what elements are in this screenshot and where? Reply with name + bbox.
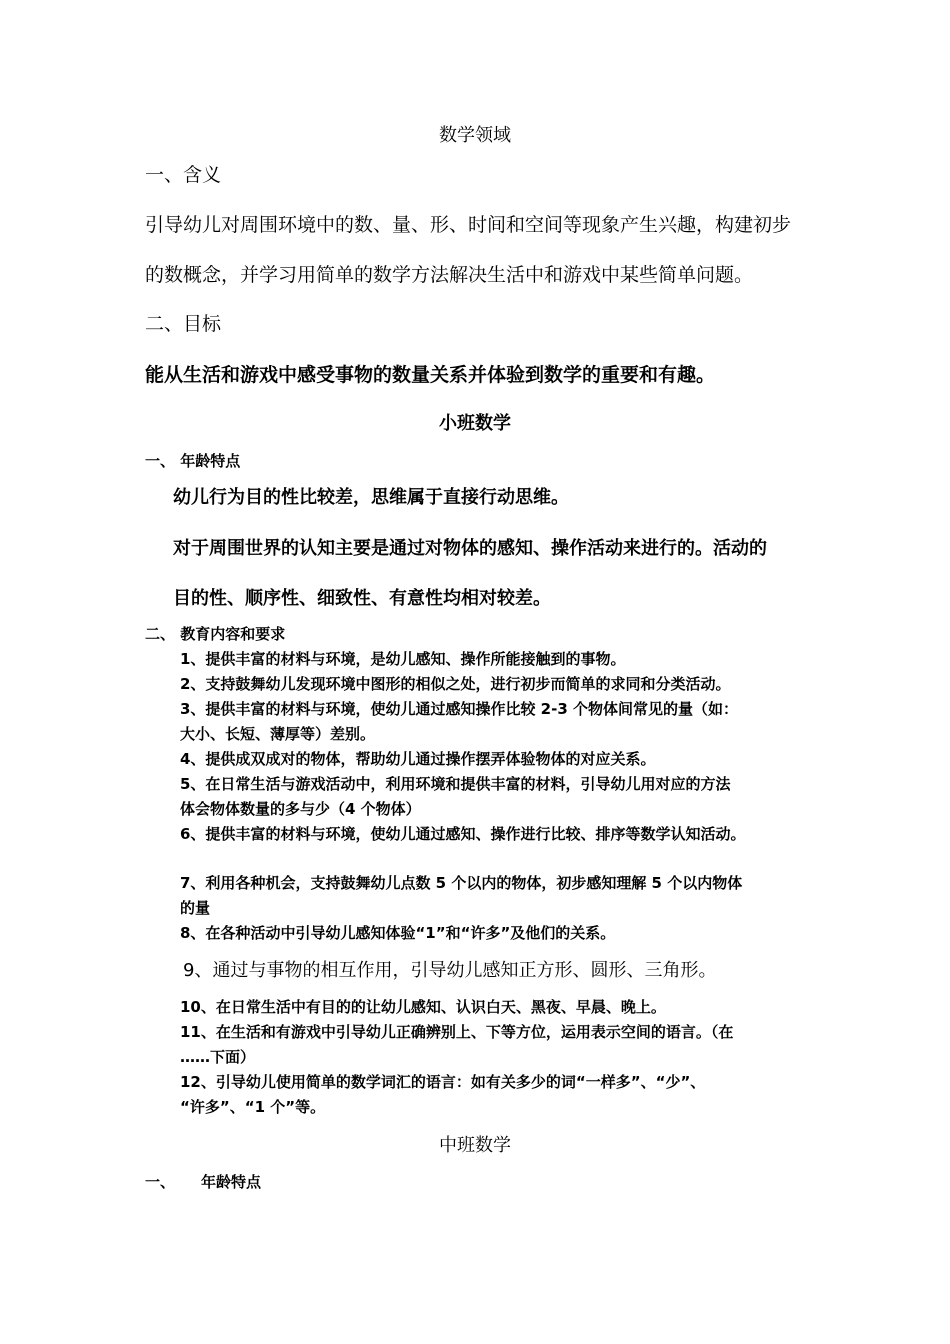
- middle-class-title: 中班数学: [439, 1135, 511, 1156]
- requirement-item: 10、在日常生活中有目的的让幼儿感知、认识白天、黑夜、早晨、晚上。: [180, 998, 666, 1016]
- meaning-paragraph-line-2: 的数概念，并学习用简单的数学方法解决生活中和游戏中某些简单问题。: [145, 264, 754, 286]
- requirement-item: 7、利用各种机会，支持鼓舞幼儿点数 5 个以内的物体，初步感知理解 5 个以内物体: [180, 874, 743, 892]
- requirement-item-continued: 体会物体数量的多与少（4 个物体）: [180, 800, 421, 818]
- small-class-education-heading: 二、 教育内容和要求: [145, 625, 286, 643]
- requirement-item: 9、通过与事物的相互作用，引导幼儿感知正方形、圆形、三角形。: [183, 960, 717, 981]
- requirement-item: 4、提供成双成对的物体，帮助幼儿通过操作摆弄体验物体的对应关系。: [180, 750, 656, 768]
- age-feature-line-3: 目的性、顺序性、细致性、有意性均相对较差。: [173, 588, 551, 609]
- meaning-paragraph-line-1: 引导幼儿对周围环境中的数、量、形、时间和空间等现象产生兴趣，构建初步: [145, 214, 792, 236]
- age-feature-line-1: 幼儿行为目的性比较差，思维属于直接行动思维。: [173, 487, 569, 508]
- requirement-item: 3、提供丰富的材料与环境，使幼儿通过感知操作比较 2-3 个物体间常见的量（如：: [180, 700, 738, 718]
- small-class-title: 小班数学: [439, 413, 511, 434]
- small-class-age-heading: 一、 年龄特点: [145, 452, 241, 470]
- document-title: 数学领域: [439, 125, 511, 146]
- requirement-item: 6、提供丰富的材料与环境，使幼儿通过感知、操作进行比较、排序等数学认知活动。: [180, 825, 746, 843]
- requirement-item: 12、引导幼儿使用简单的数学词汇的语言：如有关多少的词“一样多”、“少”、: [180, 1073, 706, 1091]
- middle-class-age-number: 一、: [145, 1173, 176, 1191]
- requirement-item: 5、在日常生活与游戏活动中，利用环境和提供丰富的材料，引导幼儿用对应的方法: [180, 775, 731, 793]
- age-feature-line-2: 对于周围世界的认知主要是通过对物体的感知、操作活动来进行的。活动的: [173, 538, 767, 559]
- requirement-item: 2、支持鼓舞幼儿发现环境中图形的相似之处，进行初步而简单的求同和分类活动。: [180, 675, 731, 693]
- requirement-item-continued: “许多”、“1 个”等。: [180, 1098, 326, 1116]
- middle-class-age-heading: 年龄特点: [201, 1173, 262, 1191]
- requirement-item: 1、提供丰富的材料与环境，是幼儿感知、操作所能接触到的事物。: [180, 650, 626, 668]
- goal-text: 能从生活和游戏中感受事物的数量关系并体验到数学的重要和有趣。: [145, 364, 716, 386]
- requirement-item-continued: 的量: [180, 899, 211, 917]
- section-heading-goal: 二、目标: [145, 313, 222, 335]
- requirement-item: 8、在各种活动中引导幼儿感知体验“1”和“许多”及他们的关系。: [180, 924, 616, 942]
- requirement-item-continued: ……下面）: [180, 1048, 256, 1066]
- requirement-item: 11、在生活和有游戏中引导幼儿正确辨别上、下等方位，运用表示空间的语言。（在: [180, 1023, 734, 1041]
- section-heading-meaning: 一、含义: [145, 164, 222, 186]
- requirement-item-continued: 大小、长短、薄厚等）差别。: [180, 725, 376, 743]
